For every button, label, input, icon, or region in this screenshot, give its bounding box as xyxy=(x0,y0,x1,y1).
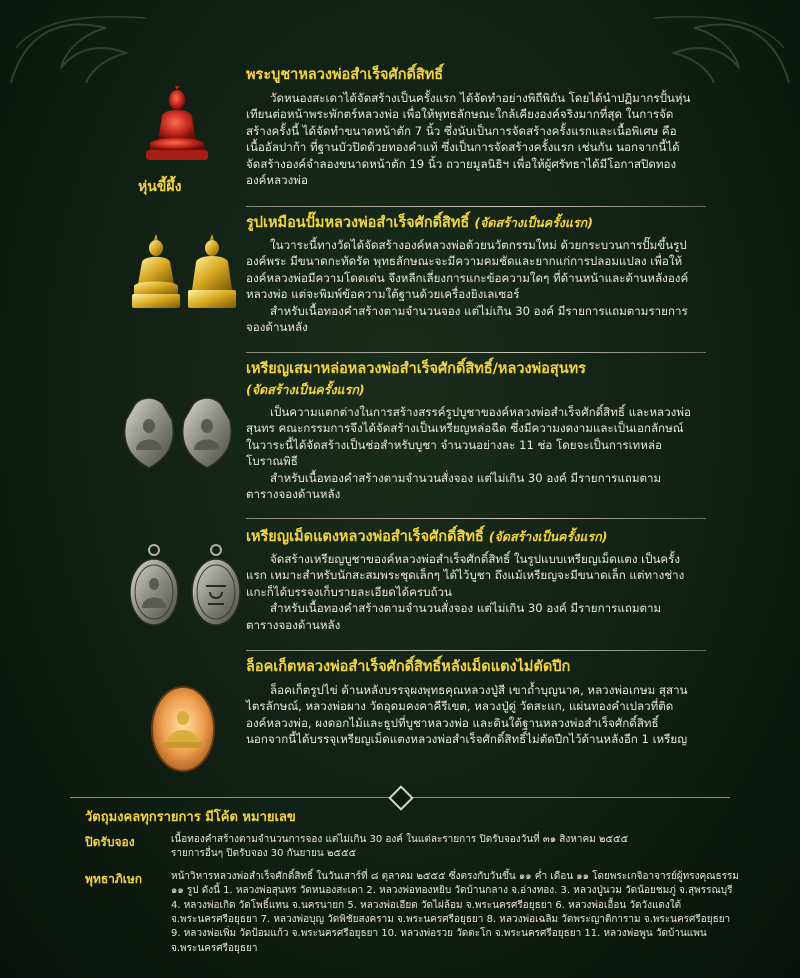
oval-locket-image xyxy=(150,684,216,774)
section2-note: (จัดสร้างเป็นครั้งแรก) xyxy=(474,215,593,230)
sema-coin-front-image xyxy=(122,396,176,470)
ceremony-label: พุทธาภิเษก xyxy=(85,871,143,886)
divider-2 xyxy=(246,352,706,353)
section3-title: เหรียญเสมาหล่อหลวงพ่อสำเร็จศักดิ์สิทธิ์/หลวงพ่อสุนทร xyxy=(246,361,586,377)
section1-paragraph: วัดหนองสะเดาได้จัดสร้างเป็นครั้งแรก ได้จัดทำอย่างพิถีพิถัน โดยได้นำปฏิมากรปั้นหุ่นเทียนต่อหน้าพระพักตร์หลวงพ่อ เพื่อให้พุทธลักษณะใกล้เคียงองค์จริงมากที่สุด ในการจัดสร้างครั้งนี้ ได้จัดทำขนาดหน้าตัก 7 นิ้ว ซึ่งนับเป็นการจัดสร้างครั้งแรกและเนื้อพิเศษ คือเนื้ออัลปาก้า ที่ฐานบัวปิดด้วยทองคำแท้ ซึ่งเป็นการจัดสร้างครั้งแรก เช่นกัน นอกจากนี้ได้จัดสร้างองค์จำลองขนาดหน้าตัก 19 นิ้ว ถวายมูลนิธิฯ เพื่อให้ผู้ศรัทธาได้มีโอกาสปิดทององค์หลวงพ่อ xyxy=(246,91,691,188)
gold-statue-back-image xyxy=(186,234,238,310)
wax-statue-caption: หุ่นขี้ผึ้ง xyxy=(138,179,182,195)
ceremony-text: หน้าวิหารหลวงพ่อสำเร็จศักดิ์สิทธิ์ ในวันเสาร์ที่ ๘ ตุลาคม ๒๕๕๕ ซึ่งตรงกับวันขึ้น ๑๑ ค่ำ เดือน ๑๑ โดยพระเกจิอาจารย์ผู้ทรงคุณธรรม ๑๑ รูป ดังนี้ 1. หลวงพ่อสุนทร วัดหนองสะเดา 2. หลวงพ่อทองหยิบ วัดบ้านกลาง จ.อ่างทอง. 3. หลวงปู่นวม วัดน้อยชมภู่ จ.สุพรรณบุรี 4. หลวงพ่อเกิด วัดโพธิ์แทน จ.นครนายก 5. หลวงพ่อเอียด วัดไผ่ล้อม จ.พระนครศรีอยุธยา 6. หลวงพ่อเอื้อน วัดวังแดงใต้ จ.พระนครศรีอยุธยา 7. หลวงพ่อบุญ วัดพิชัยสงคราม จ.พระนครศรีอยุธยา 8. หลวงพ่อเฉลิม วัดพระญาติการาม จ.พระนครศรีอยุธยา 9. หลวงพ่อเพิ่ม วัดป้อมแก้ว จ.พระนครศรีอยุธยา 10. หลวงพ่อรวย วัดตะโก จ.พระนครศรีอยุธยา 11. หลวงพ่อพูน วัดบ้านแพน จ.พระนครศรีอยุธยา xyxy=(171,870,739,954)
divider-3 xyxy=(246,518,706,519)
sema-coin-back-image xyxy=(180,396,234,470)
closing-label: ปิดรับจอง xyxy=(85,835,135,849)
section3-paragraph-1: เป็นความแตกต่างในการสร้างสรรค์รูปบูชาของค์หลวงพ่อสำเร็จศักดิ์สิทธิ์ และหลวงพ่อสุนทร คณะกรรมการจึงได้จัดสร้างเป็นเหรียญหล่อฉีด ซึ่งมีความงดงามและเป็นเอกลักษณ์ ในวาระนี้ได้จัดสร้างเป็นช่อสำหรับบูชา จำนวนอย่างละ 11 ช่อ โดยจะเป็นการเทหล่อโบราณพิธี xyxy=(246,405,691,469)
section4-title-row xyxy=(246,528,692,546)
corner-ornament-left xyxy=(6,8,156,88)
melon-seed-coin-front-image xyxy=(126,542,182,628)
divider-4 xyxy=(246,650,706,651)
section3-note: (จัดสร้างเป็นครั้งแรก) xyxy=(246,382,365,397)
section2-title: รูปเหมือนปั๊มหลวงพ่อสำเร็จศักดิ์สิทธิ์ xyxy=(246,215,470,231)
section5-paragraph: ล็อคเก็ตรูปไข่ ด้านหลังบรรจุผงพุทธคุณหลวงปู่สี เขาถ้ำบุญนาค, หลวงพ่อเกษม สุสานไตรลักษณ์, หลวงพ่อผาง วัดอุดมคงคาคีรีเขต, หลวงปู่ดู่ วัดสะแก, แผ่นทองคำเปลวที่ติดองค์หลวงพ่อ, ผงดอกไม้และธูปที่บูชาหลวงพ่อ และดินใต้ฐานหลวงพ่อสำเร็จศักดิ์สิทธิ์ นอกจากนี้ได้บรรจุเหรียญเม็ดแตงหลวงพ่อสำเร็จศักดิ์สิทธิ์ไม่ตัดปีกไว้ด้านหลังอีก 1 เหรียญ xyxy=(246,683,688,747)
section2-title-row xyxy=(246,214,692,232)
section4-paragraph-1: จัดสร้างเหรียญบูชาของค์หลวงพ่อสำเร็จศักดิ์สิทธิ์ ในรูปแบบเหรียญเม็ดแตง เป็นครั้งแรก เหมาะสำหรับนักสะสมพระชุดเล็กๆ ได้ไว้บูชา ถึงแม้เหรียญจะมีขนาดเล็ก แต่ทางช่างแกะก็ได้บรรจงเก็บรายละเอียดได้ครบถ้วน xyxy=(246,552,685,599)
section2-paragraph-1: ในวาระนี้ทางวัดได้จัดสร้างองค์หลวงพ่อด้วยนวัตกรรมใหม่ ด้วยกระบวนการปั๊มขึ้นรูปองค์พระ มีขนาดกะทัดรัด พุทธลักษณะจะมีความคมชัดและยากแก่การปลอมแปลง เพื่อให้องค์หลวงพ่อมีความโดดเด่น จึงหลีกเลี่ยงการแกะข้อความใดๆ ที่ด้านหน้าและด้านหลังองค์หลวงพ่อ แต่จะพิมพ์ข้อความใต้ฐานด้วยเครื่องยิงเลเซอร์ xyxy=(246,238,689,302)
wax-buddha-statue-image xyxy=(142,86,212,166)
section4-paragraph-2: สำหรับเนื้อทองคำสร้างตามจำนวนสั่งจอง แต่ไม่เกิน 30 องค์ มีรายการแถมตามตารางจองด้านหลัง xyxy=(246,601,662,632)
divider-1 xyxy=(246,206,706,207)
section4-title: เหรียญเม็ดแตงหลวงพ่อสำเร็จศักดิ์สิทธิ์ xyxy=(246,529,484,545)
footer-title: วัตถุมงคลทุกรายการ มีโค้ต หมายเลข xyxy=(85,810,296,825)
ceremony-row xyxy=(75,870,740,956)
closing-date-row xyxy=(75,833,740,862)
footer-info xyxy=(75,806,740,956)
section3-paragraph-2: สำหรับเนื้อทองคำสร้างตามจำนวนสั่งจอง แต่ไม่เกิน 30 องค์ มีรายการแถมตามตารางจองด้านหลัง xyxy=(246,470,662,502)
closing-text-1: เนื้อทองคำสร้างตามจำนวนการจอง แต่ไม่เกิน 30 องค์ ในแต่ละรายการ ปิดรับจองวันที่ ๓๑ สิงหาคม ๒๕๕๕ xyxy=(171,834,629,845)
section1-title: พระบูชาหลวงพ่อสำเร็จศักดิ์สิทธิ์ xyxy=(246,67,444,83)
closing-text-2: รายการอื่นๆ ปิดรับจอง 30 กันยายน ๒๕๕๕ xyxy=(171,848,357,860)
melon-seed-coin-back-image xyxy=(188,542,244,628)
gold-statue-front-image xyxy=(130,234,182,310)
section5-title: ล็อคเก็ตหลวงพ่อสำเร็จศักดิ์สิทธิ์หลังเม็ดแตงไม่ตัดปีก xyxy=(246,659,571,675)
section2-paragraph-2: สำหรับเนื้อทองคำสร้างตามจำนวนจอง แต่ไม่เกิน 30 องค์ มีรายการแถมตามรายการจองด้านหลัง xyxy=(246,303,688,335)
section4-note: (จัดสร้างเป็นครั้งแรก) xyxy=(488,529,608,544)
